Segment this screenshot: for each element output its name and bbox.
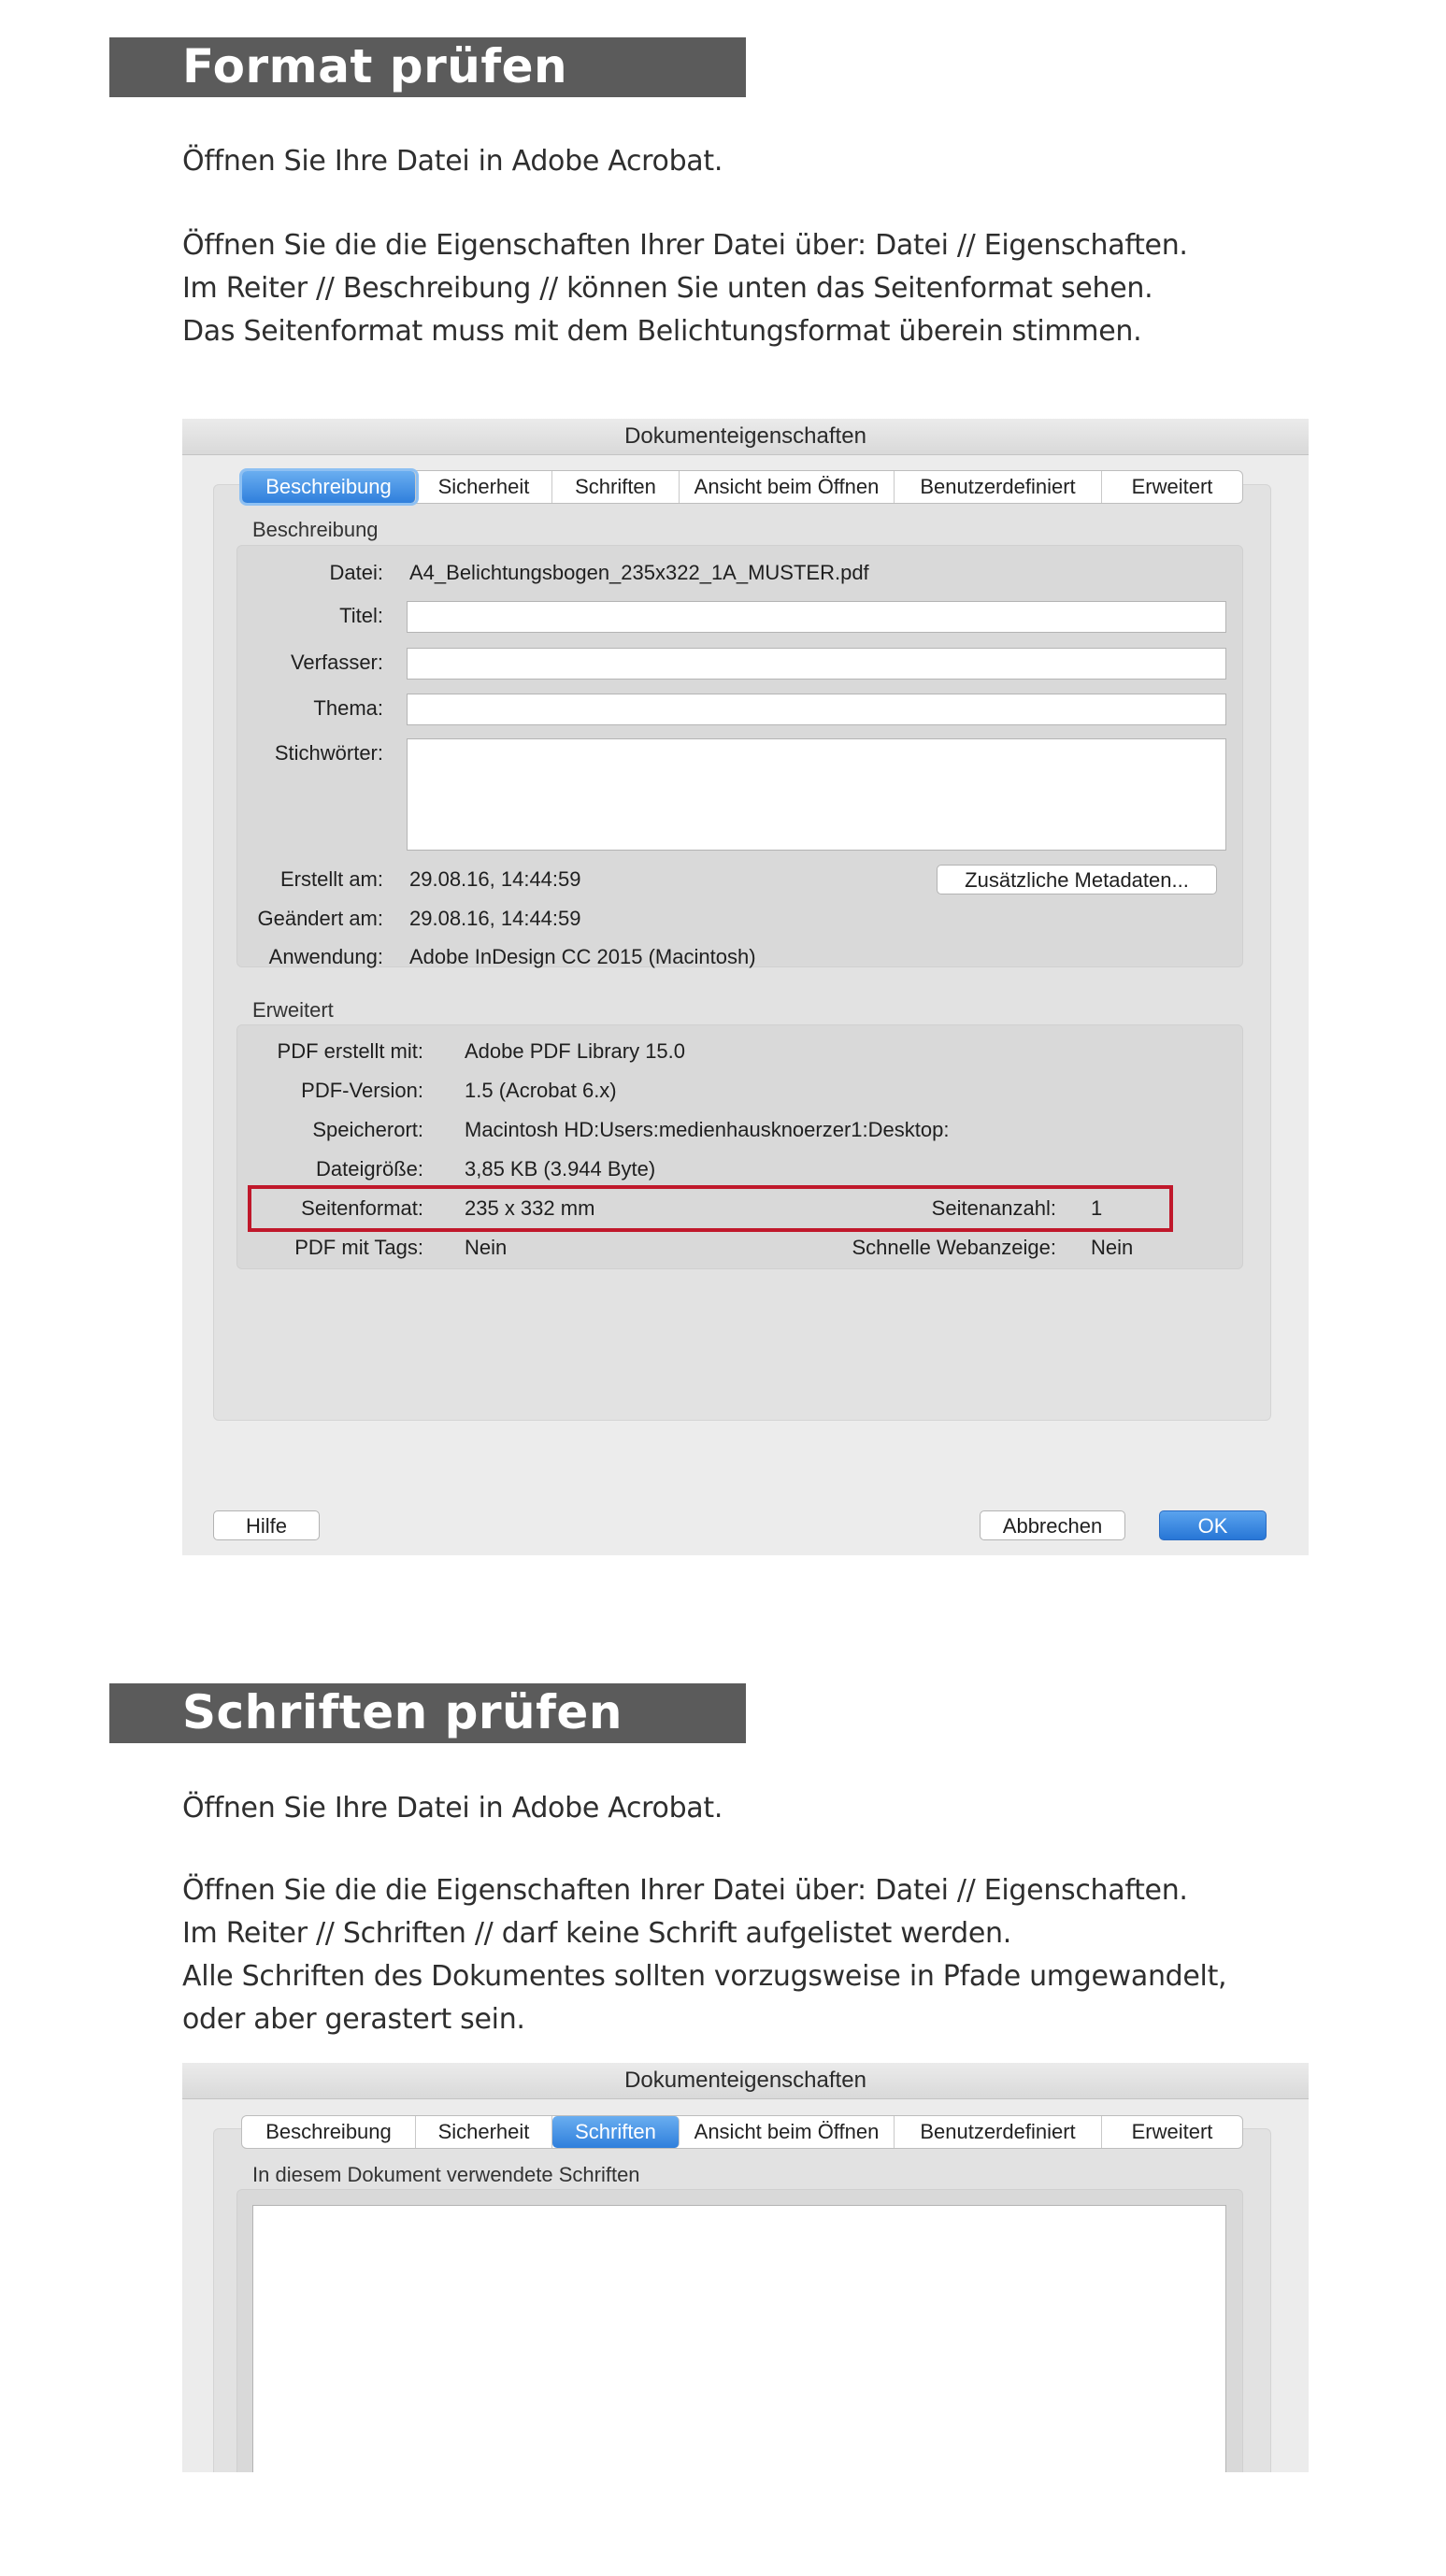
created-value: 29.08.16, 14:44:59 (409, 867, 581, 891)
dialog-title: Dokumenteigenschaften (182, 2063, 1309, 2099)
filesize-label: Dateigröße: (316, 1157, 423, 1181)
cancel-button[interactable]: Abbrechen (980, 1510, 1125, 1540)
fonts-list[interactable] (252, 2205, 1226, 2472)
paragraph-line: Im Reiter // Schriften // darf keine Schrift aufgelistet werden. (182, 1917, 1011, 1950)
tab-beschreibung[interactable]: Beschreibung (242, 471, 416, 503)
tab-ansicht-beim-oeffnen[interactable]: Ansicht beim Öffnen (680, 2116, 895, 2148)
tab-schriften[interactable]: Schriften (552, 2116, 680, 2148)
keywords-label: Stichwörter: (274, 741, 383, 765)
fastweb-value: Nein (1091, 1236, 1134, 1259)
document-properties-dialog (182, 419, 1309, 1555)
title-label: Titel: (339, 604, 383, 627)
instructions-paragraph-2 (182, 1869, 1226, 2041)
paragraph-line: Öffnen Sie Ihre Datei in Adobe Acrobat. (182, 145, 723, 178)
tab-schriften[interactable]: Schriften (552, 471, 680, 503)
intro-paragraph-2 (182, 1787, 723, 1830)
tab-bar (241, 2115, 1243, 2149)
tab-benutzerdefiniert[interactable]: Benutzerdefiniert (895, 2116, 1102, 2148)
additional-metadata-button[interactable]: Zusätzliche Metadaten... (937, 865, 1217, 894)
tagged-label: PDF mit Tags: (294, 1236, 423, 1259)
pagesize-value: 235 x 332 mm (465, 1196, 595, 1220)
paragraph-line: Öffnen Sie die die Eigenschaften Ihrer Datei über: Datei // Eigenschaften. (182, 229, 1188, 262)
tab-erweitert[interactable]: Erweitert (1131, 475, 1213, 498)
created-label: Erstellt am: (279, 867, 383, 891)
paragraph-line: Im Reiter // Beschreibung // können Sie unten das Seitenformat sehen. (182, 272, 1153, 305)
pagecount-value: 1 (1091, 1196, 1103, 1220)
modified-label: Geändert am: (257, 907, 383, 930)
paragraph-line: Öffnen Sie Ihre Datei in Adobe Acrobat. (182, 1792, 723, 1825)
paragraph-line: Das Seitenformat muss mit dem Belichtungsformat überein stimmen. (182, 315, 1142, 348)
fonts-list-label: In diesem Dokument verwendete Schriften (252, 2163, 640, 2186)
application-label: Anwendung: (268, 945, 383, 968)
tagged-value: Nein (465, 1236, 508, 1259)
pdf-version-value: 1.5 (Acrobat 6.x) (465, 1079, 617, 1102)
dialog-title: Dokumenteigenschaften (182, 419, 1309, 455)
subject-label: Thema: (313, 696, 383, 720)
location-value: Macintosh HD:Users:medienhausknoerzer1:Desktop: (465, 1118, 950, 1141)
author-field[interactable] (407, 648, 1226, 680)
pagesize-label: Seitenformat: (301, 1196, 423, 1220)
filesize-value: 3,85 KB (3.944 Byte) (465, 1157, 656, 1181)
document-properties-dialog-fonts (182, 2063, 1309, 2472)
pdf-version-label: PDF-Version: (301, 1079, 423, 1102)
tab-beschreibung[interactable]: Beschreibung (242, 2116, 416, 2148)
group-label-erweitert: Erweitert (252, 998, 334, 1022)
fastweb-label: Schnelle Webanzeige: (852, 1236, 1056, 1259)
pagecount-label: Seitenanzahl: (931, 1196, 1056, 1220)
instructions-paragraph (182, 224, 1188, 353)
author-label: Verfasser: (290, 651, 383, 674)
paragraph-line: Öffnen Sie die die Eigenschaften Ihrer Datei über: Datei // Eigenschaften. (182, 1874, 1188, 1907)
paragraph-line: Alle Schriften des Dokumentes sollten vorzugsweise in Pfade umgewandelt, (182, 1960, 1227, 1993)
tab-sicherheit[interactable]: Sicherheit (416, 2116, 552, 2148)
producer-value: Adobe PDF Library 15.0 (465, 1039, 686, 1063)
subject-field[interactable] (407, 694, 1226, 725)
file-label: Datei: (329, 561, 383, 584)
section-heading-fonts: Schriften prüfen (109, 1683, 746, 1743)
tab-bar (241, 470, 1243, 504)
keywords-field[interactable] (407, 738, 1226, 851)
application-value: Adobe InDesign CC 2015 (Macintosh) (409, 945, 756, 968)
tab-sicherheit[interactable]: Sicherheit (416, 471, 552, 503)
location-label: Speicherort: (312, 1118, 423, 1141)
pagesize-highlight-frame (248, 1185, 1173, 1232)
modified-value: 29.08.16, 14:44:59 (409, 907, 581, 930)
file-value: A4_Belichtungsbogen_235x322_1A_MUSTER.pdf (409, 561, 869, 584)
ok-button[interactable]: OK (1159, 1510, 1267, 1540)
tab-erweitert[interactable]: Erweitert (1131, 2120, 1213, 2143)
section-heading-format: Format prüfen (109, 37, 746, 97)
producer-label: PDF erstellt mit: (277, 1039, 423, 1063)
intro-paragraph (182, 140, 723, 183)
tab-benutzerdefiniert[interactable]: Benutzerdefiniert (895, 471, 1102, 503)
paragraph-line: oder aber gerastert sein. (182, 2003, 525, 2036)
tab-ansicht-beim-oeffnen[interactable]: Ansicht beim Öffnen (680, 471, 895, 503)
help-button[interactable]: Hilfe (213, 1510, 320, 1540)
group-label-beschreibung: Beschreibung (252, 518, 379, 541)
title-field[interactable] (407, 601, 1226, 633)
